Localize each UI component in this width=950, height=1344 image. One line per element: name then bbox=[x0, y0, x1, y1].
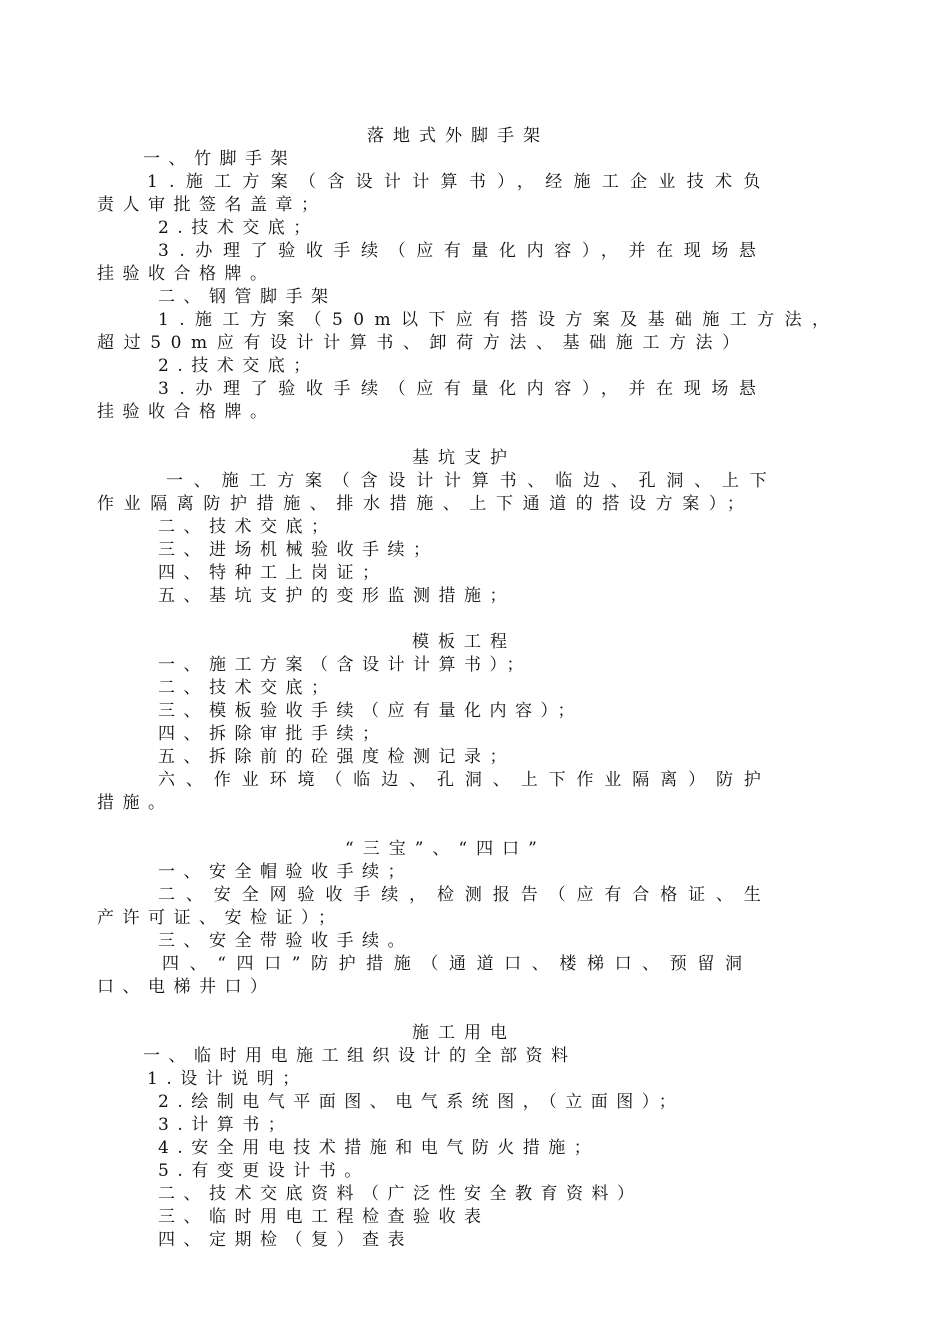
text-line: 一、安全帽验收手续； bbox=[158, 862, 413, 882]
text-line: 2.绘制电气平面图、电气系统图，（立面图）； bbox=[158, 1092, 685, 1112]
text-line: 四、定期检（复）查表 bbox=[158, 1230, 413, 1250]
text-line: 责人审批签名盖章； bbox=[97, 195, 327, 215]
text-line: 2.技术交底； bbox=[158, 356, 319, 376]
text-line: 措施。 bbox=[97, 793, 174, 813]
text-line: 三、模板验收手续（应有量化内容）； bbox=[158, 701, 583, 721]
text-line: 二、技术交底资料（广泛性安全教育资料） bbox=[158, 1184, 643, 1204]
text-line: 2.技术交底； bbox=[158, 218, 319, 238]
text-line: 产许可证、安检证）； bbox=[97, 908, 344, 928]
text-line: 三、安全带验收手续。 bbox=[158, 931, 413, 951]
text-line: 一、临时用电施工组织设计的全部资料 bbox=[143, 1046, 577, 1066]
text-line: 1.施工方案（50m以下应有搭设方案及基础施工方法， bbox=[158, 310, 840, 330]
heading-bamboo-scaffold: 一、竹脚手架 bbox=[143, 149, 296, 169]
text-line: 三、进场机械验收手续； bbox=[158, 540, 439, 560]
section-title-excavation: 基坑支护 bbox=[412, 448, 516, 468]
section-title-formwork: 模板工程 bbox=[412, 632, 516, 652]
text-line: 一、施工方案（含设计计算书）； bbox=[158, 655, 532, 675]
text-line: 3.办理了验收手续（应有量化内容），并在现场悬 bbox=[158, 241, 767, 261]
section-title-electricity: 施工用电 bbox=[412, 1023, 516, 1043]
text-line: 作业隔离防护措施、排水措施、上下通道的搭设方案）； bbox=[97, 494, 754, 514]
text-line: 三、临时用电工程检查验收表 bbox=[158, 1207, 490, 1227]
text-line: 挂验收合格牌。 bbox=[97, 264, 276, 284]
text-line: 五、拆除前的砼强度检测记录； bbox=[158, 747, 515, 767]
text-line: 四、“四口”防护措施（通道口、楼梯口、预留洞 bbox=[162, 954, 753, 974]
text-line: 四、拆除审批手续； bbox=[158, 724, 388, 744]
text-line: 4.安全用电技术措施和电气防火措施； bbox=[158, 1138, 600, 1158]
text-line: 五、基坑支护的变形监测措施； bbox=[158, 586, 515, 606]
text-line: 六、作业环境（临边、孔洞、上下作业隔离）防护 bbox=[158, 770, 772, 790]
text-line: 挂验收合格牌。 bbox=[97, 402, 276, 422]
text-line: 1.施工方案（含设计计算书），经施工企业技术负 bbox=[147, 172, 772, 192]
text-line: 口、电梯井口） bbox=[97, 977, 276, 997]
text-line: 3.办理了验收手续（应有量化内容），并在现场悬 bbox=[158, 379, 767, 399]
text-line: 3.计算书； bbox=[158, 1115, 294, 1135]
text-line: 5.有变更设计书。 bbox=[158, 1161, 370, 1181]
section-title-three-treasures: “三宝”、“四口” bbox=[345, 839, 546, 859]
text-line: 二、安全网验收手续，检测报告（应有合格证、生 bbox=[158, 885, 772, 905]
heading-steel-scaffold: 二、钢管脚手架 bbox=[158, 287, 337, 307]
text-line: 一、施工方案（含设计计算书、临边、孔洞、上下 bbox=[166, 471, 778, 491]
text-line: 四、特种工上岗证； bbox=[158, 563, 388, 583]
text-line: 1.设计说明； bbox=[147, 1069, 308, 1089]
section-title-scaffold: 落地式外脚手架 bbox=[367, 126, 549, 146]
text-line: 超过50m应有设计计算书、卸荷方法、基础施工方法） bbox=[97, 333, 749, 353]
text-line: 二、技术交底； bbox=[158, 678, 337, 698]
text-line: 二、技术交底； bbox=[158, 517, 337, 537]
